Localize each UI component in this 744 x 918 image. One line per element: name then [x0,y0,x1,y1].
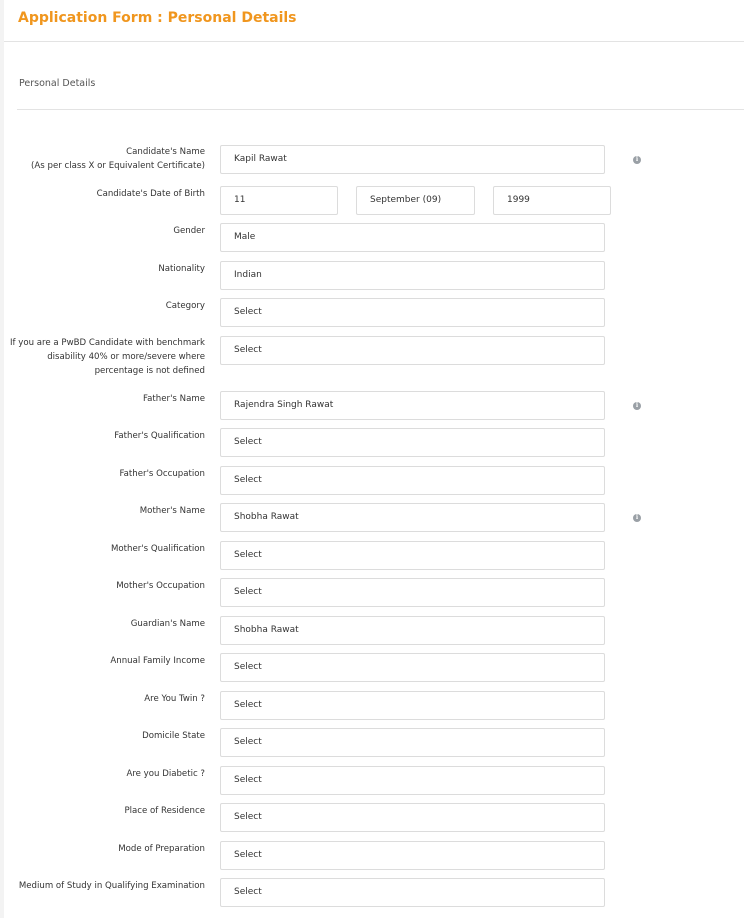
twin-label: Are You Twin ? [144,694,205,704]
mother-qualification-label: Mother's Qualification [111,544,205,554]
mode-of-preparation-label: Mode of Preparation [118,844,205,854]
candidate-name-label [5,145,205,173]
candidate-name-input[interactable]: Kapil Rawat [220,145,605,174]
father-occupation-label: Father's Occupation [119,469,205,479]
gender-select[interactable]: Male [220,223,605,252]
twin-select[interactable]: Select [220,691,605,720]
nationality-label: Nationality [158,264,205,274]
pwbd-label-line-3: percentage is not defined [94,366,205,376]
mother-qualification-select[interactable]: Select [220,541,605,570]
mother-name-input[interactable]: Shobha Rawat [220,503,605,532]
father-qualification-label: Father's Qualification [114,431,205,441]
diabetic-label: Are you Diabetic ? [126,769,205,779]
left-edge-strip [0,0,4,918]
header-divider [4,41,744,42]
pwbd-select[interactable]: Select [220,336,605,365]
father-occupation-select[interactable]: Select [220,466,605,495]
nationality-select[interactable]: Indian [220,261,605,290]
gender-label: Gender [173,226,205,236]
place-of-residence-label: Place of Residence [124,806,205,816]
dob-month-select[interactable]: September (09) [356,186,475,215]
category-select[interactable]: Select [220,298,605,327]
place-of-residence-select[interactable]: Select [220,803,605,832]
father-name-input[interactable]: Rajendra Singh Rawat [220,391,605,420]
medium-of-study-label: Medium of Study in Qualifying Examination [18,881,205,891]
candidate-name-sublabel: (As per class X or Equivalent Certificate) [31,161,205,171]
guardian-name-label: Guardian's Name [130,619,205,629]
diabetic-select[interactable]: Select [220,766,605,795]
category-label: Category [165,301,205,311]
annual-income-label: Annual Family Income [110,656,205,666]
section-title: Personal Details [19,78,96,89]
mother-name-label: Mother's Name [139,506,205,516]
dob-year-select[interactable]: 1999 [493,186,611,215]
domicile-state-select[interactable]: Select [220,728,605,757]
candidate-name-info-icon[interactable]: i [633,156,641,164]
dob-day-select[interactable]: 11 [220,186,338,215]
pwbd-label-line-2: disability 40% or more/severe where [47,352,205,362]
section-divider [17,109,744,110]
page-title: Application Form : Personal Details [18,10,297,26]
domicile-state-label: Domicile State [142,731,205,741]
pwbd-label [5,336,205,378]
pwbd-label-line-1: If you are a PwBD Candidate with benchmark [9,338,205,348]
mother-name-info-icon[interactable]: i [633,514,641,522]
father-name-info-icon[interactable]: i [633,402,641,410]
guardian-name-input[interactable]: Shobha Rawat [220,616,605,645]
father-qualification-select[interactable]: Select [220,428,605,457]
father-name-label: Father's Name [143,394,205,404]
candidate-name-label-text: Candidate's Name [126,147,205,157]
dob-label: Candidate's Date of Birth [96,189,205,199]
mode-of-preparation-select[interactable]: Select [220,841,605,870]
annual-income-select[interactable]: Select [220,653,605,682]
mother-occupation-label: Mother's Occupation [116,581,205,591]
mother-occupation-select[interactable]: Select [220,578,605,607]
medium-of-study-select[interactable]: Select [220,878,605,907]
